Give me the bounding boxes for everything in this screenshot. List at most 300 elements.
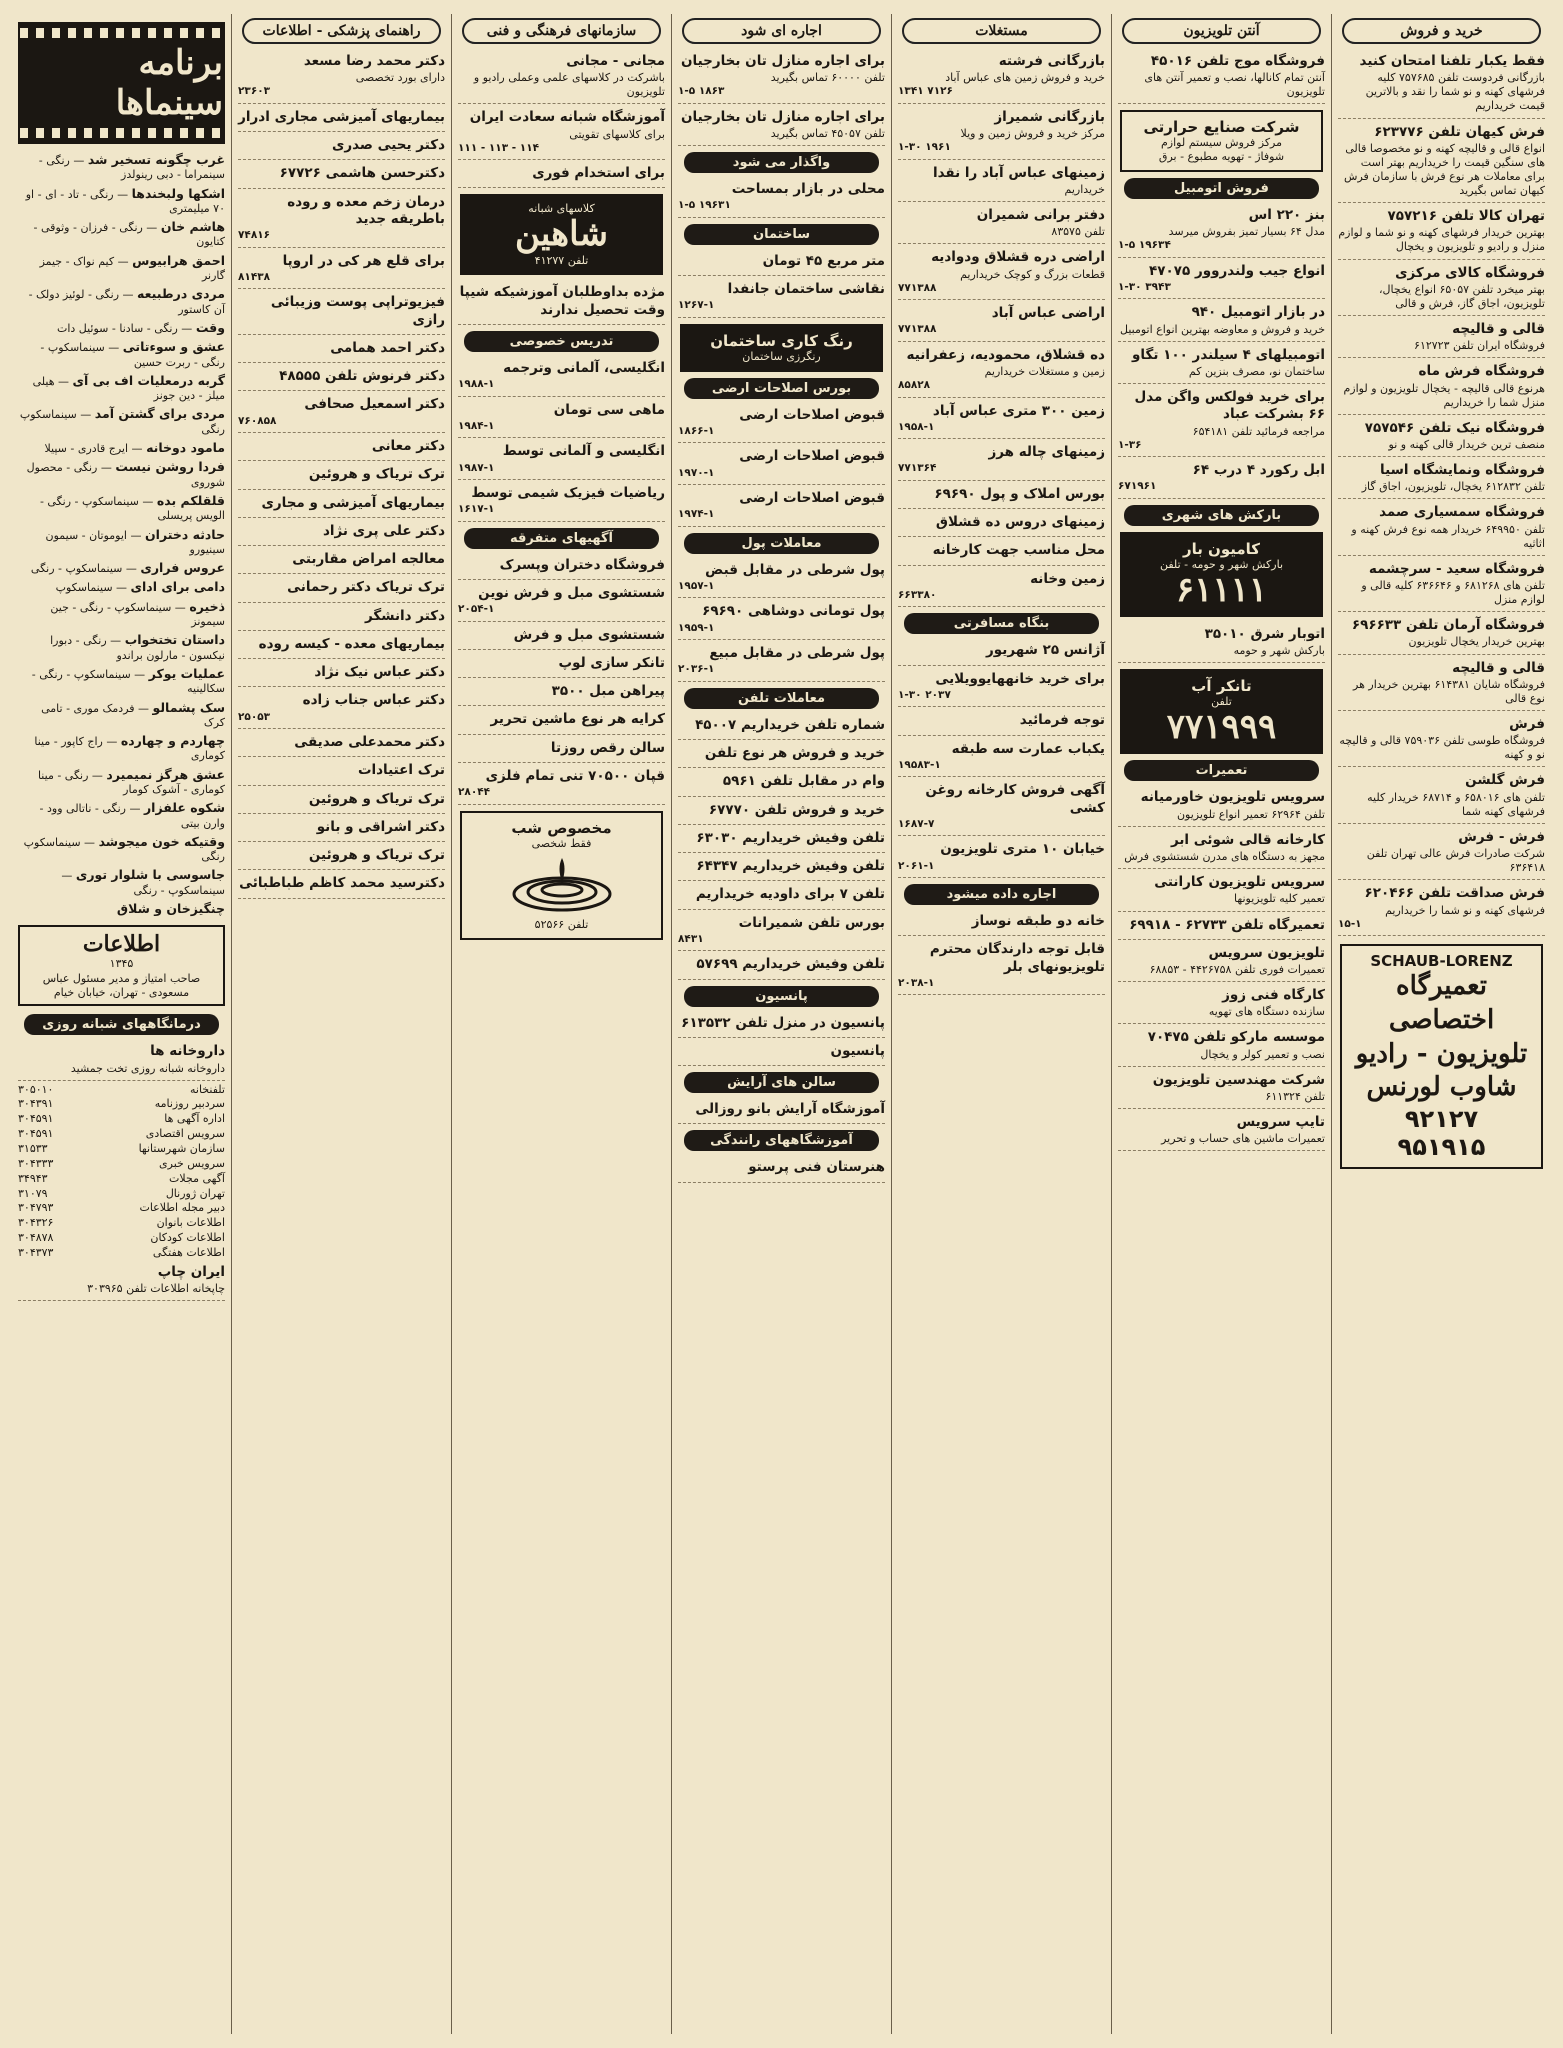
ad-title: آژانس ۲۵ شهریور — [986, 642, 1105, 659]
ad-title: شستشوی مبل و فرش — [513, 626, 665, 643]
ad-title: پانسیون در منزل تلفن ۶۱۳۵۳۲ — [681, 1014, 885, 1031]
ad-body: تلفن های ۶۸۱۲۶۸ و ۶۳۶۶۴۶ کلیه قالی و لوازم منزل — [1361, 579, 1545, 607]
classified-ad — [1338, 459, 1545, 499]
ad-title: درمان زخم معده و روده باطریقه جدید — [287, 193, 445, 227]
classified-ad — [898, 162, 1105, 202]
box-phone: ۶۱۱۱۱ — [1175, 569, 1268, 610]
movie-listing — [18, 834, 225, 865]
movie-title: اشکها ولبخندها — [131, 185, 225, 201]
ad-title: فروشگاه سعید - سرچشمه — [1368, 560, 1545, 577]
classified-ad — [238, 788, 445, 814]
ad-body: تلفن ۶۱۱۳۲۴ — [1265, 1090, 1325, 1104]
ad-list — [458, 281, 665, 325]
classified-ad — [238, 548, 445, 574]
section-header: اجاره داده میشود — [904, 884, 1099, 905]
ad-title: قپان ۷۰۵۰۰ تنی تمام فلزی — [485, 768, 665, 784]
ad-title: فروشگاه آرمان تلفن ۶۹۶۶۳۳ — [1351, 617, 1545, 634]
ad-title: شستشوی مبل و فرش نوین — [478, 584, 665, 601]
movie-info: سینماسکوپ - رنگی — [30, 562, 123, 576]
movie-title: چهاردم و چهارده — [120, 733, 225, 749]
ad-title: خرید و فروش هر نوع تلفن — [704, 745, 885, 762]
ad-list — [678, 404, 885, 527]
movie-info: سینماسکوپ رنگی — [19, 408, 225, 436]
directory-phone: ۳۰۵۰۱۰ — [18, 1082, 54, 1096]
ad-title: برای قلع هر کی در اروپا — [282, 252, 445, 269]
classified-ad — [678, 799, 885, 825]
ad-title: مژده بداوطلبان آموزشیکه شیپا وقت تحصیل ندارند — [459, 284, 665, 318]
classified-ad — [1338, 262, 1545, 316]
movie-separator: — — [69, 154, 88, 167]
ad-title: ابل رکورد ۴ درب ۶۴ — [1192, 462, 1325, 479]
directory-name: اطلاعات بانوان — [156, 1216, 225, 1230]
directory-name: آگهی مجلات — [169, 1171, 225, 1185]
ad-list — [678, 1098, 885, 1124]
classified-ad — [238, 605, 445, 631]
classified-ad — [238, 337, 445, 363]
ad-contact: ۱-۳۰ ۱۹۶۱ — [898, 141, 951, 154]
movie-separator: — — [130, 667, 149, 681]
movie-info: سینماسکوپ - رنگی - سکالینیه — [31, 667, 225, 696]
ad-contact: ۱-۵ ۱۸۶۳ — [678, 85, 725, 98]
ad-title: شرکت مهندسین تلویزیون — [1152, 1071, 1325, 1088]
classified-ad — [1338, 826, 1545, 880]
ad-contact: ۱۹۸۴-۱ — [458, 419, 495, 432]
classified-ad — [898, 483, 1105, 509]
classified-ad — [678, 50, 885, 104]
ad-body: آنتن تمام کانالها، نصب و تعمیر آنتن های تلویزیون — [1144, 71, 1325, 99]
ad-title: دکتر معانی — [371, 438, 445, 455]
classified-ad — [238, 633, 445, 659]
ad-title: توجه فرمائید — [1019, 712, 1105, 729]
ad-body: تلفن ۶۱۲۸۳۲ یخچال، تلویزیون، اجاق گاز — [1361, 480, 1545, 494]
directory-row — [18, 1187, 225, 1202]
movie-listing — [18, 867, 225, 898]
classified-ad — [678, 487, 885, 527]
ad-title: زمینهای عباس آباد را نقدا — [932, 164, 1105, 181]
ad-body: تلفن های ۶۵۸۰۱۶ و ۶۸۷۱۴ خریدار کلیه فرشهای کهنه شما — [1367, 790, 1545, 818]
classified-ad — [898, 838, 1105, 878]
movie-title: عملیات یوکر — [148, 665, 225, 681]
ad-title: محلی در بازار بمساحت — [731, 181, 885, 198]
movie-title: مردی برای گشتن آمد — [94, 406, 225, 422]
ad-contact: ۱۹۵۸-۱ — [898, 420, 935, 433]
cinema-banner — [18, 22, 225, 144]
ad-title: ترک تریاک و هروئین — [308, 466, 445, 483]
movie-separator: — — [61, 869, 76, 883]
ad-title: پیراهن مبل ۳۵۰۰ — [551, 683, 665, 700]
masthead-year: ۱۳۴۵ — [109, 957, 134, 971]
classified-ad — [1338, 50, 1545, 119]
section-header: ساختمان — [684, 224, 879, 245]
movie-separator: — — [127, 528, 145, 542]
movie-info: سینماسکوپ - رنگی - الویس پریسلی — [39, 494, 225, 523]
ad-body: چاپخانه اطلاعات تلفن ۳۰۳۹۶۵ — [87, 1281, 225, 1295]
ad-title: ترک اعتیادات — [357, 762, 445, 779]
ad-title: سرویس تلویزیون خاورمیانه — [1140, 789, 1325, 806]
classified-ad — [678, 600, 885, 640]
ad-title: محل مناسب جهت کارخانه — [932, 542, 1105, 559]
section-header: واگذار می شود — [684, 152, 879, 173]
ad-title: اتوبار شرق ۳۵۰۱۰ — [1204, 625, 1325, 642]
movie-title: احمق هرابیوس — [132, 252, 225, 268]
ad-list — [1118, 786, 1325, 1151]
classified-ad — [1118, 204, 1325, 258]
ad-title: پول تومانی دوشاهی ۶۹۶۹۰ — [702, 603, 885, 620]
classified-ad — [1118, 942, 1325, 982]
ad-title: ده قشلاق، محمودیه، زعفرانیه — [906, 346, 1105, 363]
ad-title: دکتر عباس جناب زاده — [302, 692, 445, 709]
box-subtitle: کلاسهای شبانه — [528, 202, 595, 216]
ad-title: اتومبیلهای ۴ سیلندر ۱۰۰ تگاو — [1132, 346, 1325, 363]
ad-contact: ۱-۵ ۱۹۶۳۴ — [1118, 239, 1171, 252]
ad-title: دکتر یحیی صدری — [331, 137, 445, 154]
ad-list — [1118, 623, 1325, 663]
ad-title: دکتر فرنوش تلفن ۴۸۵۵۵ — [279, 368, 445, 385]
ad-body: خرید و فروش و معاوضه بهترین انواع اتومبیل — [1119, 322, 1325, 336]
movie-listing — [18, 339, 225, 370]
section-header: سالن های آرایش — [684, 1072, 879, 1093]
ad-title: سالن رقص روزتا — [550, 739, 665, 756]
directory-name: تلفنخانه — [190, 1082, 225, 1096]
ad-title: فروشگاه موج تلفن ۴۵۰۱۶ — [1150, 53, 1325, 69]
directory-name: سردبیر روزنامه — [154, 1097, 225, 1111]
classified-ad — [1338, 121, 1545, 204]
ad-title: دکترسید محمد کاظم طباطبائی — [239, 875, 445, 892]
directory-row — [18, 1127, 225, 1142]
classified-ad — [678, 404, 885, 444]
classified-ad — [238, 520, 445, 546]
ad-body: تلفن ۴۵۰۵۷ تماس بگیرید — [770, 127, 885, 141]
movie-info: رنگی - سادنا - سوئیل دات — [56, 321, 178, 335]
ad-title: معالجه امراض مقاربتی — [292, 551, 445, 568]
box-text: تلفن — [1211, 695, 1232, 709]
ad-title: فرش - فرش — [1458, 828, 1545, 845]
movie-listing — [18, 733, 225, 764]
box-text: شوفاژ - تهویه مطبوع - برق — [1158, 150, 1285, 164]
classified-ad — [898, 106, 1105, 160]
classified-ad — [1338, 713, 1545, 767]
directory-phone: ۳۰۴۵۹۱ — [18, 1127, 54, 1141]
classified-ad — [238, 162, 445, 188]
film-strip-icon — [20, 28, 223, 38]
directory-row — [18, 1097, 225, 1112]
ad-body: بهتر میخرد تلفن ۶۵۰۵۷ انواع یخچال، تلویزیون، اجاق گاز، فرش و قالی — [1378, 282, 1545, 310]
movie-separator: — — [171, 600, 190, 614]
ad-body: برای کلاسهای تقویتی — [569, 127, 665, 141]
directory-name: سرویس خبری — [159, 1156, 225, 1170]
masthead — [18, 925, 225, 1006]
ad-body: انواع قالی و قالیچه کهنه و نو مخصوصا قالی های سنگین قیمت را خریداریم بهتر است برای معاملات هر نوع فرش با سازمان فرش کیهان تماس بگیرید — [1344, 141, 1545, 197]
movie-title: داستان تختخواب — [124, 632, 225, 648]
ad-contact: ۱۱۱ - ۱۱۳ - ۱۱۴ — [458, 141, 540, 154]
movie-listing — [18, 579, 225, 595]
ad-title: بیماریهای معده - کیسه روده — [258, 635, 445, 652]
directory-name: دبیر مجله اطلاعات — [139, 1201, 225, 1215]
section-header: بارکش های شهری — [1124, 505, 1319, 526]
ad-contact: ۷۶۰۸۵۸ — [238, 414, 277, 427]
ad-title: فقط یکبار تلفنا امتحان کنید — [1359, 53, 1545, 69]
classified-ad — [1118, 914, 1325, 940]
ad-title: فیزیوتراپی پوست وزیبائی رازی — [270, 294, 445, 328]
column-header: سازمانهای فرهنگی و فنی — [462, 18, 661, 44]
directory-phone: ۳۰۴۵۹۱ — [18, 1112, 54, 1126]
classified-ad — [458, 399, 665, 439]
section-header: فروش اتومبیل — [1124, 178, 1319, 199]
movie-separator: — — [177, 321, 196, 335]
classified-ad — [898, 441, 1105, 481]
movie-listing — [18, 632, 225, 663]
pharmacy-ad — [18, 1040, 225, 1080]
movie-separator: — — [76, 408, 95, 422]
movie-separator: — — [54, 374, 73, 388]
box-subtitle: فقط شخصی — [531, 836, 592, 850]
directory-phone: ۳۰۴۸۷۸ — [18, 1231, 54, 1245]
movie-title: عشق و سوءتاتی — [122, 339, 225, 355]
ad-body: تعمیرات فوری تلفن ۴۴۲۶۷۵۸ - ۶۸۸۵۳ — [1149, 963, 1325, 977]
movie-separator: — — [97, 461, 116, 475]
ad-contact: ۱۵-۱ — [1338, 917, 1362, 930]
ad-body: بازرگانی فردوست تلفن ۷۵۷۶۸۵ کلیه فرشهای کهنه و نو شما را نقد و بالاترین قیمت خریداریم — [1365, 71, 1545, 113]
classified-ad — [1118, 386, 1325, 457]
ad-title: زمینهای دروس ده قشلاق — [935, 514, 1105, 531]
ad-title: بورس املاک و پول ۶۹۶۹۰ — [934, 485, 1105, 502]
directory-phone: ۳۰۴۳۲۶ — [18, 1216, 54, 1230]
classified-ad — [1118, 984, 1325, 1024]
directory-row — [18, 1216, 225, 1231]
classified-ad — [678, 642, 885, 682]
section-header: پانسیون — [684, 986, 879, 1007]
ad-contact: ۷۷۱۳۸۸ — [898, 323, 937, 336]
ad-body: زمین و مستغلات خریداریم — [984, 365, 1105, 378]
movie-separator: — — [134, 701, 153, 715]
column-header: راهنمای پزشکی - اطلاعات — [242, 18, 441, 44]
classified-ad — [898, 539, 1105, 565]
movie-title: حادثه دختران — [145, 526, 225, 542]
section-header: معاملات تلفن — [684, 688, 879, 709]
classified-ad — [678, 559, 885, 599]
ad-title: دکتر محمد رضا مسعد — [303, 53, 445, 69]
classified-ad — [1118, 344, 1325, 384]
ad-body: خرید و فروش زمین های عباس آباد — [945, 71, 1105, 85]
classified-ad — [678, 1012, 885, 1038]
movie-title: چنگیزخان و شلاق — [116, 901, 225, 917]
ad-body: فرشهای کهنه و نو شما را خریداریم — [1385, 903, 1545, 917]
movie-title: هاشم خان — [160, 219, 225, 235]
ad-body: تلفن ۶۲۹۶۴ تعمیر انواع تلویزیون — [1176, 807, 1325, 821]
film-strip-icon — [20, 128, 223, 138]
movie-info: سینماسکوپ رنگی — [23, 835, 225, 864]
classified-ad — [1338, 318, 1545, 358]
ad-title: بیماریهای آمیزشی و مجاری — [261, 494, 445, 511]
movie-separator: — — [88, 768, 107, 782]
ad-list — [458, 50, 665, 160]
ad-list — [678, 178, 885, 218]
box-title: مخصوص شب — [511, 818, 612, 837]
ad-title: پانسیون — [830, 1042, 885, 1059]
movie-listing — [18, 219, 225, 250]
classified-ad — [238, 492, 445, 518]
movie-separator: — — [138, 494, 157, 508]
ad-title: کرایه هر نوع ماشین تحریر — [490, 711, 665, 728]
classified-columns — [12, 14, 1551, 2034]
ad-title: بنز ۲۲۰ اس — [1248, 206, 1325, 223]
section-header: بنگاه مسافرتی — [904, 613, 1099, 634]
classified-ad — [458, 737, 665, 763]
ad-contact: ۱۹۵۸۳-۱ — [898, 758, 941, 771]
column-header: مستغلات — [902, 18, 1101, 44]
classified-ad — [678, 250, 885, 276]
ad-body: داروخانه شبانه روزی تخت جمشید — [70, 1061, 225, 1075]
box-subtitle: کامیون بار — [1182, 539, 1261, 558]
ad-title: برای خرید خانههایوویلایی — [935, 670, 1105, 687]
ad-contact: ۱۹۷۴-۱ — [678, 508, 715, 521]
directory-name: اطلاعات کودکان — [150, 1231, 225, 1245]
classified-ad — [238, 731, 445, 757]
classified-ad — [678, 883, 885, 909]
movie-title: جاسوسی با شلوار توری — [75, 867, 225, 883]
classified-ad — [458, 50, 665, 104]
ad-title: آموزشگاه آرایش بانو روزالی — [695, 1101, 885, 1118]
classified-ad — [238, 576, 445, 602]
box-title: شرکت صنایع حرارتی — [1143, 118, 1300, 137]
ad-body: مجهز به دستگاه های مدرن شستشوی فرش — [1124, 850, 1325, 864]
ad-title: تعمیرگاه تلفن ۶۲۷۳۳ - ۶۹۹۱۸ — [1129, 916, 1325, 933]
ad-title: هنرستان فنی پرستو — [748, 1159, 885, 1176]
ad-title: فرش گلشن — [1465, 772, 1545, 789]
directory-phone: ۳۰۴۳۹۱ — [18, 1097, 54, 1111]
ad-title: فروشگاه فرش ماه — [1418, 363, 1545, 380]
directory-row — [18, 1172, 225, 1187]
movie-title: وقتیکه خون میجوشد — [98, 833, 225, 849]
directory-phone: ۳۰۴۷۹۳ — [18, 1201, 54, 1215]
movie-listing — [18, 186, 225, 217]
column-header: آنتن تلویزیون — [1122, 18, 1321, 44]
ad-list — [1338, 50, 1545, 936]
masthead-logo: اطلاعات — [82, 931, 161, 958]
classified-ad — [898, 738, 1105, 778]
ad-body: بهترین خریدار فرشهای کهنه و نو شما و لوازم منزل و رادیو و تلویزیون و یخچال — [1338, 226, 1545, 254]
movie-listing — [18, 700, 225, 731]
ad-contact: ۱-۳۰ ۳۹۴۳ — [1118, 280, 1171, 293]
ad-title: مجانی - مجانی — [566, 53, 665, 69]
ad-list — [898, 50, 1105, 607]
classified-ad — [1118, 1069, 1325, 1109]
movie-info: رنگی - فرزان - وثوقی - کتایون — [33, 221, 225, 249]
classified-ad — [678, 278, 885, 318]
ad-list — [898, 910, 1105, 995]
movie-listing — [18, 599, 225, 630]
classified-ad — [458, 440, 665, 480]
ad-title: برای اجاره منازل تان بخارجیان — [681, 53, 885, 69]
classified-ad — [898, 400, 1105, 440]
directory-phone: ۳۴۹۴۳ — [18, 1171, 48, 1185]
classified-ad — [898, 709, 1105, 735]
ad-title: نقاشی ساختمان جانفدا — [727, 281, 885, 298]
ad-body: بهترین خریدار یخچال تلویزیون — [1408, 635, 1545, 649]
box-subtitle: مرکز فروش سیستم لوازم — [1160, 136, 1283, 150]
classified-ad — [1118, 459, 1325, 499]
ad-contact: ۱۹۵۷-۱ — [678, 579, 715, 592]
ad-title: ترک تریاک و هروئین — [308, 790, 445, 807]
movie-separator: — — [114, 254, 133, 268]
movie-title: گربه درمعلیات اف بی آی — [72, 372, 225, 388]
ad-contact: ۱۳۴۱ ۷۱۲۶ — [898, 85, 953, 98]
ad-title: قابل توجه دارندگان محترم تلویزیونهای بلر — [929, 941, 1105, 975]
box-subtitle: رنگرزی ساختمان — [742, 349, 821, 363]
ad-contact: ۲۸۰۴۴ — [458, 786, 491, 799]
movie-info: ایوموتان - سیمون سینیورو — [45, 528, 225, 556]
section-header: معاملات پول — [684, 533, 879, 554]
printer-ad — [18, 1261, 225, 1301]
ad-list — [238, 50, 445, 899]
classified-ad — [678, 106, 885, 146]
ad-title: آگهی فروش کارخانه روغن کشی — [925, 782, 1105, 816]
brand-phone-1: ۹۲۱۲۷ — [1404, 1105, 1479, 1134]
ad-body: فروشگاه شایان ۶۱۴۳۸۱ بهترین خریدار هر نوع قالی — [1353, 677, 1545, 705]
movie-listing — [18, 320, 225, 336]
directory-name: اطلاعات هفتگی — [152, 1245, 225, 1259]
ad-title: فروشگاه کالای مرکزی — [1395, 264, 1545, 281]
ad-title: پول شرطی در مقابل قبض — [705, 561, 885, 578]
ad-title: انواع جیب ولندروور ۴۷۰۷۵ — [1149, 262, 1325, 279]
classified-ad — [238, 191, 445, 248]
ad-title: تلفن وفیش خریداریم ۶۳۰۳۰ — [696, 829, 885, 846]
movie-listing — [18, 286, 225, 317]
classified-ad — [678, 912, 885, 952]
ad-body: تلفن ۶۴۹۹۵۰ خریدار همه نوع فرش کهنه و اثاثیه — [1351, 522, 1545, 550]
ad-body: خریداریم — [1064, 182, 1105, 196]
movie-separator: — — [102, 735, 121, 749]
schaub-lorenz-ad — [1340, 944, 1543, 1169]
directory-name: سرویس اقتصادی — [145, 1127, 225, 1141]
movie-title: مردی درطبیعه — [137, 286, 225, 302]
classified-ad — [458, 482, 665, 522]
brand-line-2: تلویزیون - رادیو — [1355, 1038, 1528, 1069]
movie-title: فردا روشن نیست — [115, 459, 225, 475]
movie-info: رنگی - ناتالی وود - وارن بیتی — [39, 802, 225, 830]
movie-listing — [18, 527, 225, 558]
ad-body: تعمیر کلیه تلویزیونها — [1234, 892, 1325, 906]
box-title: رنگ کاری ساختمان — [710, 331, 853, 350]
ad-title: خرید و فروش تلفن ۶۷۷۷۰ — [708, 801, 885, 818]
directory-name: تهران ژورنال — [165, 1186, 225, 1200]
classified-ad — [238, 435, 445, 461]
ad-title: داروخانه ها — [150, 1043, 225, 1060]
ad-contact: ۲۰۶۱-۱ — [898, 859, 935, 872]
ad-title: فرش صداقت تلفن ۶۲۰۴۶۶ — [1364, 885, 1545, 902]
section-header: بورس اصلاحات ارضی — [684, 378, 879, 399]
ad-title: برای استخدام فوری — [532, 165, 665, 182]
classified-ad — [458, 624, 665, 650]
ad-body: ساختمان نو، مصرف بنزین کم — [1188, 365, 1325, 379]
ad-contact: ۶۷۱۹۶۱ — [1118, 480, 1157, 493]
masthead-info: صاحب امتیاز و مدیر مسئول عباس مسعودی - تهران، خیابان خیام — [42, 971, 201, 999]
ad-list — [458, 554, 665, 805]
ad-title: دکتر علی پری نژاد — [322, 522, 445, 539]
classified-ad — [238, 393, 445, 433]
ad-title: قالی و قالیچه — [1452, 320, 1545, 337]
classified-ad — [458, 652, 665, 678]
ad-title: دکتر اسمعیل صحافی — [304, 396, 445, 413]
classified-ad — [898, 50, 1105, 104]
directory-row — [18, 1201, 225, 1216]
box-phone: ۷۷۱۹۹۹ — [1166, 707, 1277, 748]
movie-title: شکوه علفزار — [143, 800, 225, 816]
classified-ad — [1118, 260, 1325, 300]
ad-title: ترک تریاک و هروئین — [308, 847, 445, 864]
ad-title: تهران کالا تلفن ۷۵۷۲۱۶ — [1387, 208, 1545, 225]
classified-ad — [678, 445, 885, 485]
